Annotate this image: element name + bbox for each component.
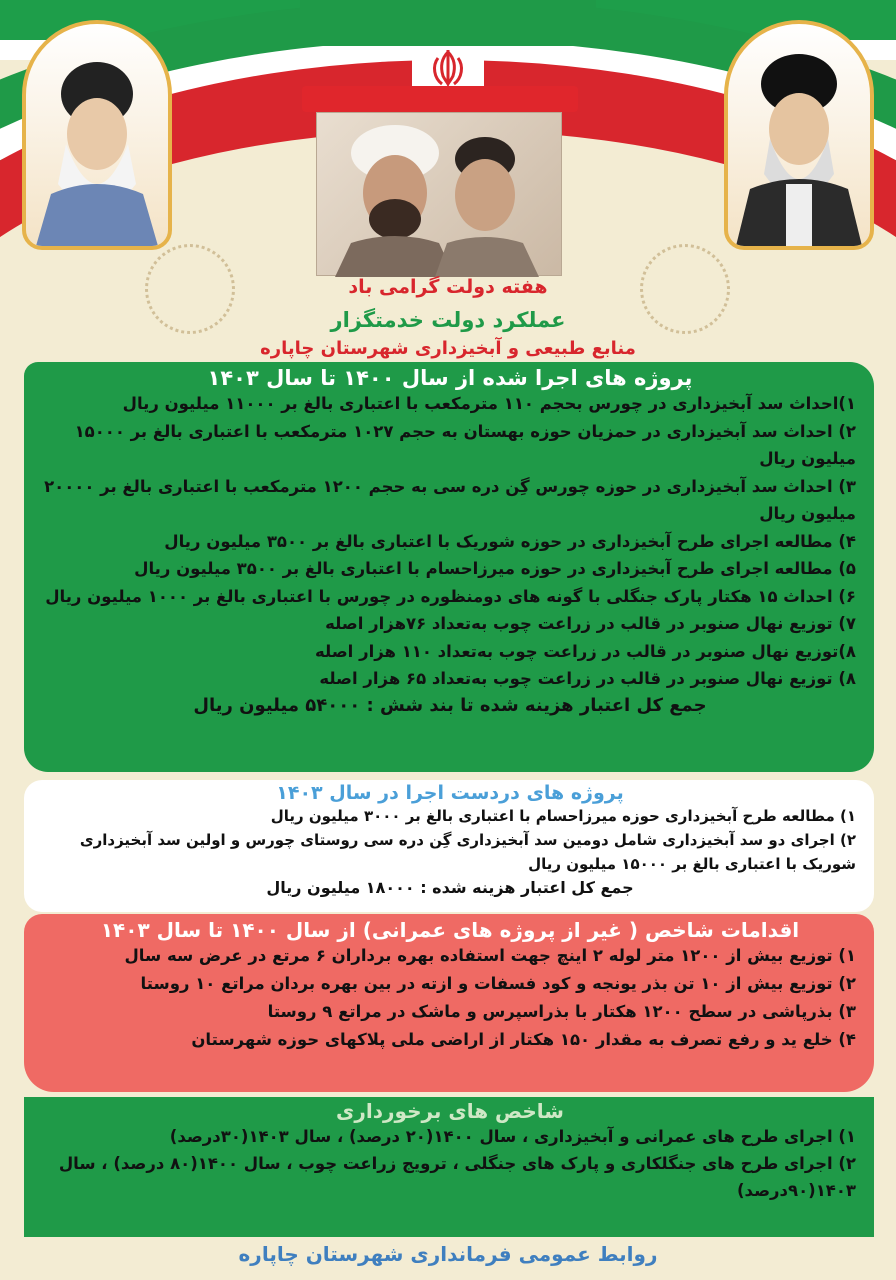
martyrs-photo [316, 112, 562, 276]
list-item: ۴) خلع ید و رفع تصرف به مقدار ۱۵۰ هکتار از اراضی ملی پلاکهای حوزه شهرستان [191, 1030, 856, 1049]
section-title: شاخص های برخورداری [336, 1099, 564, 1123]
list-item: ۱)احداث سد آبخیزداری در چورس بحجم ۱۱۰ مترمکعب با اعتباری بالغ بر ۱۱۰۰۰ میلیون ریال [122, 394, 856, 413]
top-green-strip [300, 0, 596, 46]
list-item: ۲) توزیع بیش از ۱۰ تن بذر یونجه و کود فسفات و ازته در بین بهره بردان مراتع ۱۰ روستا [140, 974, 856, 993]
list-item: ۱) توزیع بیش از ۱۲۰۰ متر لوله ۲ اینچ جهت استفاده بهره برداران ۶ مرتع در عرض سه سال [124, 946, 856, 965]
section-title: پروژه های اجرا شده از سال ۱۴۰۰ تا سال ۱۴۰۳ [207, 366, 693, 390]
list-item: ۸) توزیع نهال صنوبر در قالب در زراعت چوب به‌تعداد ۶۵ هزار اصله [319, 669, 856, 688]
list-item: ۵) مطالعه اجرای طرح آبخیزداری در حوزه میرزاحسام با اعتباری بالغ بر ۳۵۰۰ میلیون ریال [134, 559, 856, 578]
header-line-3: منابع طبیعی و آبخیزداری شهرستان چاپاره [260, 338, 636, 359]
list-item: ۲) اجرای دو سد آبخیزداری شامل دومین سد آبخیزداری گِن دره سی روستای چورس و اولین سد آبخیزداری شوریک با اعتباری بالغ بر ۱۵۰۰۰ میلیون ریال [79, 831, 856, 873]
left-portrait-image [26, 24, 168, 246]
list-item: ۷) توزیع نهال صنوبر در قالب در زراعت چوب به‌تعداد ۷۶هزار اصله [325, 614, 856, 633]
list-item: ۱) اجرای طرح های عمرانی و آبخیزداری ، سال ۱۴۰۰(۲۰ درصد) ، سال ۱۴۰۳(۳۰درصد) [169, 1127, 856, 1146]
list-item: ۶) احداث ۱۵ هکتار پارک جنگلی با گونه های دومنظوره در چورس با اعتباری بالغ بر ۱۰۰۰ میلیون ریال [45, 586, 856, 606]
section-welfare-indicators [24, 1097, 874, 1237]
red-band [302, 86, 578, 112]
martyrs-photo-image [315, 113, 561, 277]
section-key-actions [24, 914, 874, 1092]
section-title: پروژه های دردست اجرا در سال ۱۴۰۳ [276, 782, 624, 804]
list-item: ۲) احداث سد آبخیزداری در حمزیان حوزه بهستان به حجم ۱۰۲۷ مترمکعب با اعتباری بالغ بر ۱۵۰۰۰ میلیون ریال [74, 421, 856, 468]
section-total: جمع کل اعتبار هزینه شده تا بند شش : ۵۴۰۰۰ میلیون ریال [193, 694, 707, 716]
list-item: ۳) بذرپاشی در سطح ۱۲۰۰ هکتار با بذراسپرس و ماشک در مراتع ۹ روستا [267, 1002, 856, 1021]
section-completed-projects [24, 362, 874, 772]
right-portrait-image [728, 24, 870, 246]
left-portrait [22, 20, 172, 250]
list-item: ۲) اجرای طرح های جنگلکاری و پارک های جنگلی ، ترویج زراعت چوب ، سال ۱۴۰۰(۸۰ درصد) ، سال ۱۴۰۳(۹۰درصد) [58, 1154, 856, 1200]
header-line-1: هفته دولت گرامی باد [348, 276, 548, 298]
list-item: ۱) مطالعه طرح آبخیزداری حوزه میرزاحسام با اعتباری بالغ بر ۳۰۰۰ میلیون ریال [270, 807, 856, 825]
header-line-2: عملکرد دولت خدمتگزار [330, 308, 566, 332]
section-total: جمع کل اعتبار هزینه شده : ۱۸۰۰۰ میلیون ریال [266, 878, 634, 897]
list-item: ۴) مطالعه اجرای طرح آبخیزداری در حوزه شوریک با اعتباری بالغ بر ۳۵۰۰ میلیون ریال [164, 531, 856, 551]
section-title: اقدامات شاخص ( غیر از پروژه های عمرانی) از سال ۱۴۰۰ تا سال ۱۴۰۳ [100, 918, 800, 942]
list-item: ۸)توزیع نهال صنوبر در قالب در زراعت چوب به‌تعداد ۱۱۰ هزار اصله [315, 641, 856, 661]
iran-emblem-icon [412, 46, 484, 88]
list-item: ۳) احداث سد آبخیزداری در حوزه چورس گِن دره سی به حجم ۱۲۰۰ مترمکعب با اعتباری بالغ بر ۲۰۰۰۰ میلیون ریال [44, 476, 856, 523]
footer-credit: روابط عمومی فرمانداری شهرستان چاپاره [238, 1242, 658, 1266]
section-ongoing-projects [24, 780, 874, 912]
right-portrait [724, 20, 874, 250]
